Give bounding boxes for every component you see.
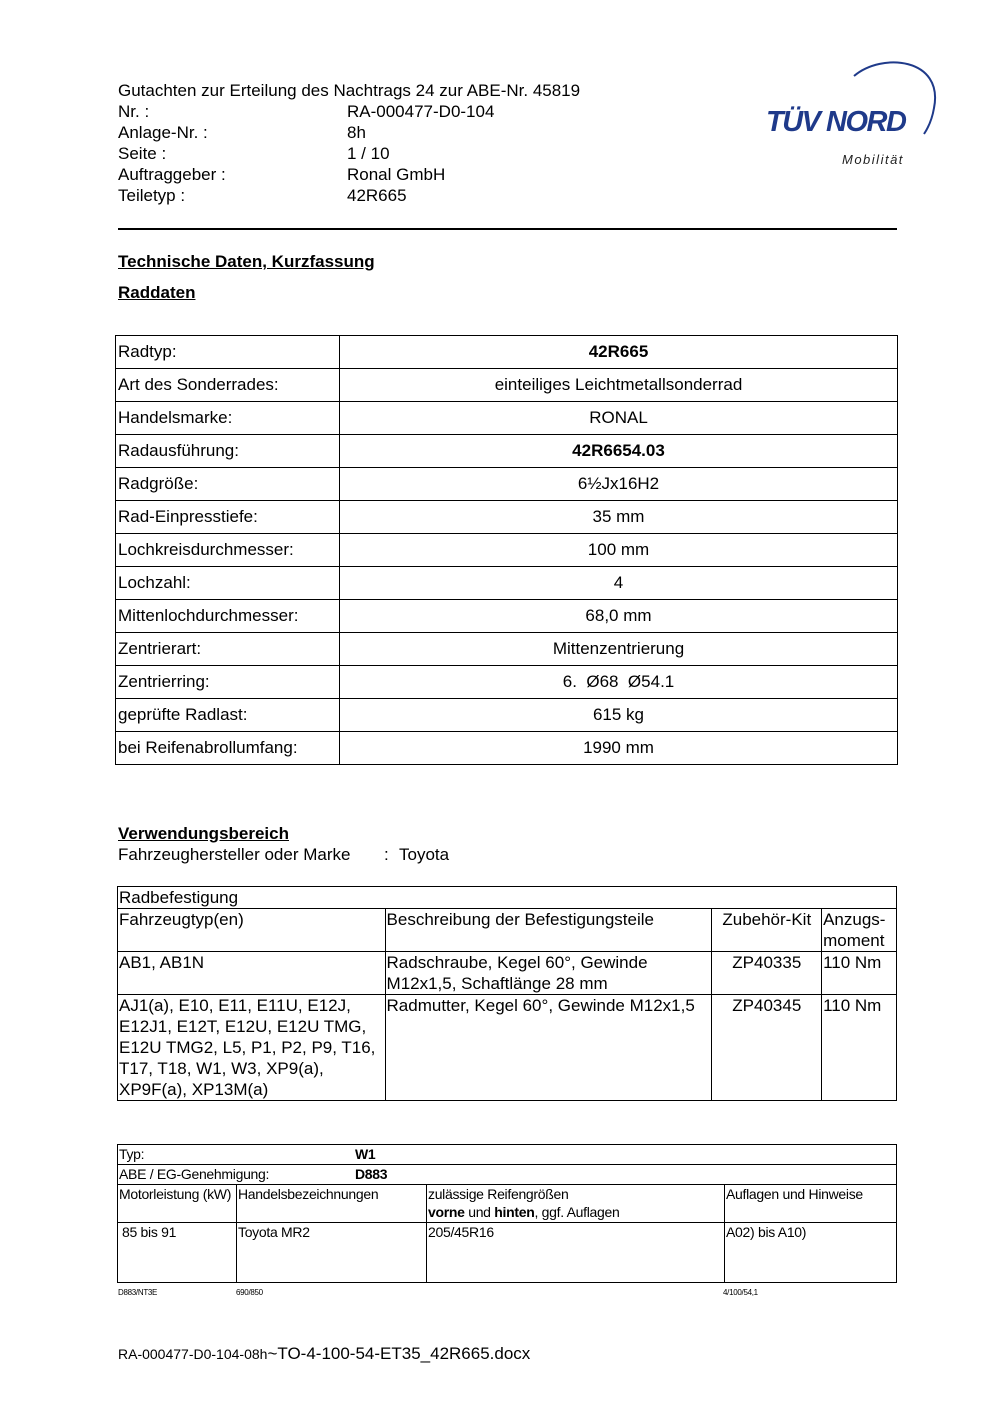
- cell-fahrzeugtyp: AB1, AB1N: [118, 952, 386, 995]
- header-handelsbezeichnungen: Handelsbezeichnungen: [237, 1185, 427, 1223]
- row-value: 6. Ø68 Ø54.1: [340, 666, 898, 699]
- typ-label: Typ:: [119, 1146, 145, 1162]
- raddaten-table: [115, 335, 898, 765]
- header-auflagen: Auflagen und Hinweise: [725, 1185, 897, 1223]
- row-label: geprüfte Radlast:: [116, 699, 340, 732]
- tuev-nord-logo: [762, 58, 942, 170]
- hersteller-separator: :: [384, 845, 389, 864]
- row-label: Handelsmarke:: [116, 402, 340, 435]
- row-label: Art des Sonderrades:: [116, 369, 340, 402]
- hersteller-value: Toyota: [399, 845, 450, 864]
- row-value: 35 mm: [340, 501, 898, 534]
- table-row: [116, 435, 898, 468]
- table-row: [116, 336, 898, 369]
- document-title: Gutachten zur Erteilung des Nachtrags 24 zur ABE-Nr. 45819: [118, 81, 581, 100]
- row-value: 4: [340, 567, 898, 600]
- row-value: einteiliges Leichtmetallsonderrad: [340, 369, 898, 402]
- logo-brand: TÜV NORD: [766, 106, 906, 138]
- header-value-auftraggeber: Ronal GmbH: [347, 165, 446, 184]
- radbefestigung-title: Radbefestigung: [118, 887, 897, 909]
- section-technische-daten: Technische Daten, Kurzfassung: [118, 252, 375, 271]
- hersteller-label: Fahrzeughersteller oder Marke: [118, 845, 351, 864]
- table-row: [116, 468, 898, 501]
- cell-motorleistung: 85 bis 91: [118, 1223, 237, 1283]
- table-header-row: [118, 1185, 897, 1223]
- header-zubehoer-kit: Zubehör-Kit: [712, 909, 822, 952]
- header-label-teiletyp: Teiletyp :: [118, 186, 186, 205]
- table-row: [116, 567, 898, 600]
- header-beschreibung: Beschreibung der Befestigungsteile: [385, 909, 712, 952]
- header-fahrzeugtyp: Fahrzeugtyp(en): [118, 909, 386, 952]
- table-row: [116, 402, 898, 435]
- row-label: Radgröße:: [116, 468, 340, 501]
- table-row: [116, 666, 898, 699]
- row-value: Mittenzentrierung: [340, 633, 898, 666]
- cell-beschreibung: Radmutter, Kegel 60°, Gewinde M12x1,5: [385, 995, 712, 1101]
- row-label: Zentrierring:: [116, 666, 340, 699]
- row-value: 68,0 mm: [340, 600, 898, 633]
- typ-value: W1: [355, 1146, 376, 1162]
- table-row: [116, 732, 898, 765]
- footer-doc-number: RA-000477-D0-104-08h: [118, 1346, 268, 1362]
- row-label: Lochzahl:: [116, 567, 340, 600]
- section-verwendungsbereich: Verwendungsbereich: [118, 824, 289, 843]
- table-row: [118, 1223, 897, 1283]
- row-label: Lochkreisdurchmesser:: [116, 534, 340, 567]
- abe-label: ABE / EG-Genehmigung:: [119, 1166, 270, 1182]
- fahrzeug-typ-table: [117, 1144, 897, 1283]
- cell-zubehoer-kit: ZP40335: [712, 952, 822, 995]
- row-label: Zentrierart:: [116, 633, 340, 666]
- row-value: 1990 mm: [340, 732, 898, 765]
- header-label-seite: Seite :: [118, 144, 167, 163]
- section-raddaten: Raddaten: [118, 283, 196, 302]
- row-value: 100 mm: [340, 534, 898, 567]
- header-value-teiletyp: 42R665: [347, 186, 407, 205]
- cell-beschreibung: Radschraube, Kegel 60°, Gewinde M12x1,5, Schaftlänge 28 mm: [385, 952, 712, 995]
- table-header-row: [118, 909, 897, 952]
- header-label-nr: Nr. :: [118, 102, 150, 121]
- cell-fahrzeugtyp: AJ1(a), E10, E11, E11U, E12J, E12J1, E12T, E12U, E12U TMG, E12U TMG2, L5, P1, P2, P9, T16, T17, T18, W1, W3, XP9(a), XP9F(a), XP13M(a): [118, 995, 386, 1101]
- cell-auflagen: A02) bis A10): [725, 1223, 897, 1283]
- foot-code-2: 690/850: [236, 1288, 263, 1297]
- foot-code-3: 4/100/54,1: [723, 1288, 758, 1297]
- table-row: [118, 952, 897, 995]
- row-label: bei Reifenabrollumfang:: [116, 732, 340, 765]
- table-row: [116, 633, 898, 666]
- cell-zubehoer-kit: ZP40345: [712, 995, 822, 1101]
- table-row: [118, 995, 897, 1101]
- row-value: 6½Jx16H2: [340, 468, 898, 501]
- header-label-auftraggeber: Auftraggeber :: [118, 165, 226, 184]
- header-divider: [118, 228, 897, 230]
- cell-handelsbezeichnung: Toyota MR2: [237, 1223, 427, 1283]
- row-label: Radausführung:: [116, 435, 340, 468]
- row-value: RONAL: [340, 402, 898, 435]
- row-label: Mittenlochdurchmesser:: [116, 600, 340, 633]
- logo-subtitle: Mobilität: [842, 152, 904, 167]
- row-label: Radtyp:: [116, 336, 340, 369]
- cell-anzugsmoment: 110 Nm: [822, 952, 897, 995]
- table-row: [118, 887, 897, 909]
- header-value-anlage: 8h: [347, 123, 366, 142]
- table-row: [116, 600, 898, 633]
- table-row: [116, 501, 898, 534]
- header-value-nr: RA-000477-D0-104: [347, 102, 495, 121]
- header-anzugsmoment: Anzugs- moment: [822, 909, 897, 952]
- table-row: [118, 1165, 897, 1185]
- radbefestigung-table: [117, 886, 897, 1101]
- header-label-anlage: Anlage-Nr. :: [118, 123, 208, 142]
- foot-code-1: D883/NT3E: [118, 1288, 158, 1297]
- header-motorleistung: Motorleistung (kW): [118, 1185, 237, 1223]
- table-row: [116, 699, 898, 732]
- row-label: Rad-Einpresstiefe:: [116, 501, 340, 534]
- table-row: [118, 1145, 897, 1165]
- footer-doc-file: ~TO-4-100-54-ET35_42R665.docx: [267, 1344, 531, 1363]
- row-value: 42R6654.03: [340, 435, 898, 468]
- abe-value: D883: [355, 1166, 388, 1182]
- table-row: [116, 369, 898, 402]
- cell-reifengroesse: 205/45R16: [427, 1223, 725, 1283]
- header-value-seite: 1 / 10: [347, 144, 390, 163]
- footer-filename: [118, 1344, 530, 1364]
- table-row: [116, 534, 898, 567]
- header-reifengroessen: zulässige Reifengrößen vorne und hinten, ggf. Auflagen: [427, 1185, 725, 1223]
- cell-anzugsmoment: 110 Nm: [822, 995, 897, 1101]
- row-value: 615 kg: [340, 699, 898, 732]
- row-value: 42R665: [340, 336, 898, 369]
